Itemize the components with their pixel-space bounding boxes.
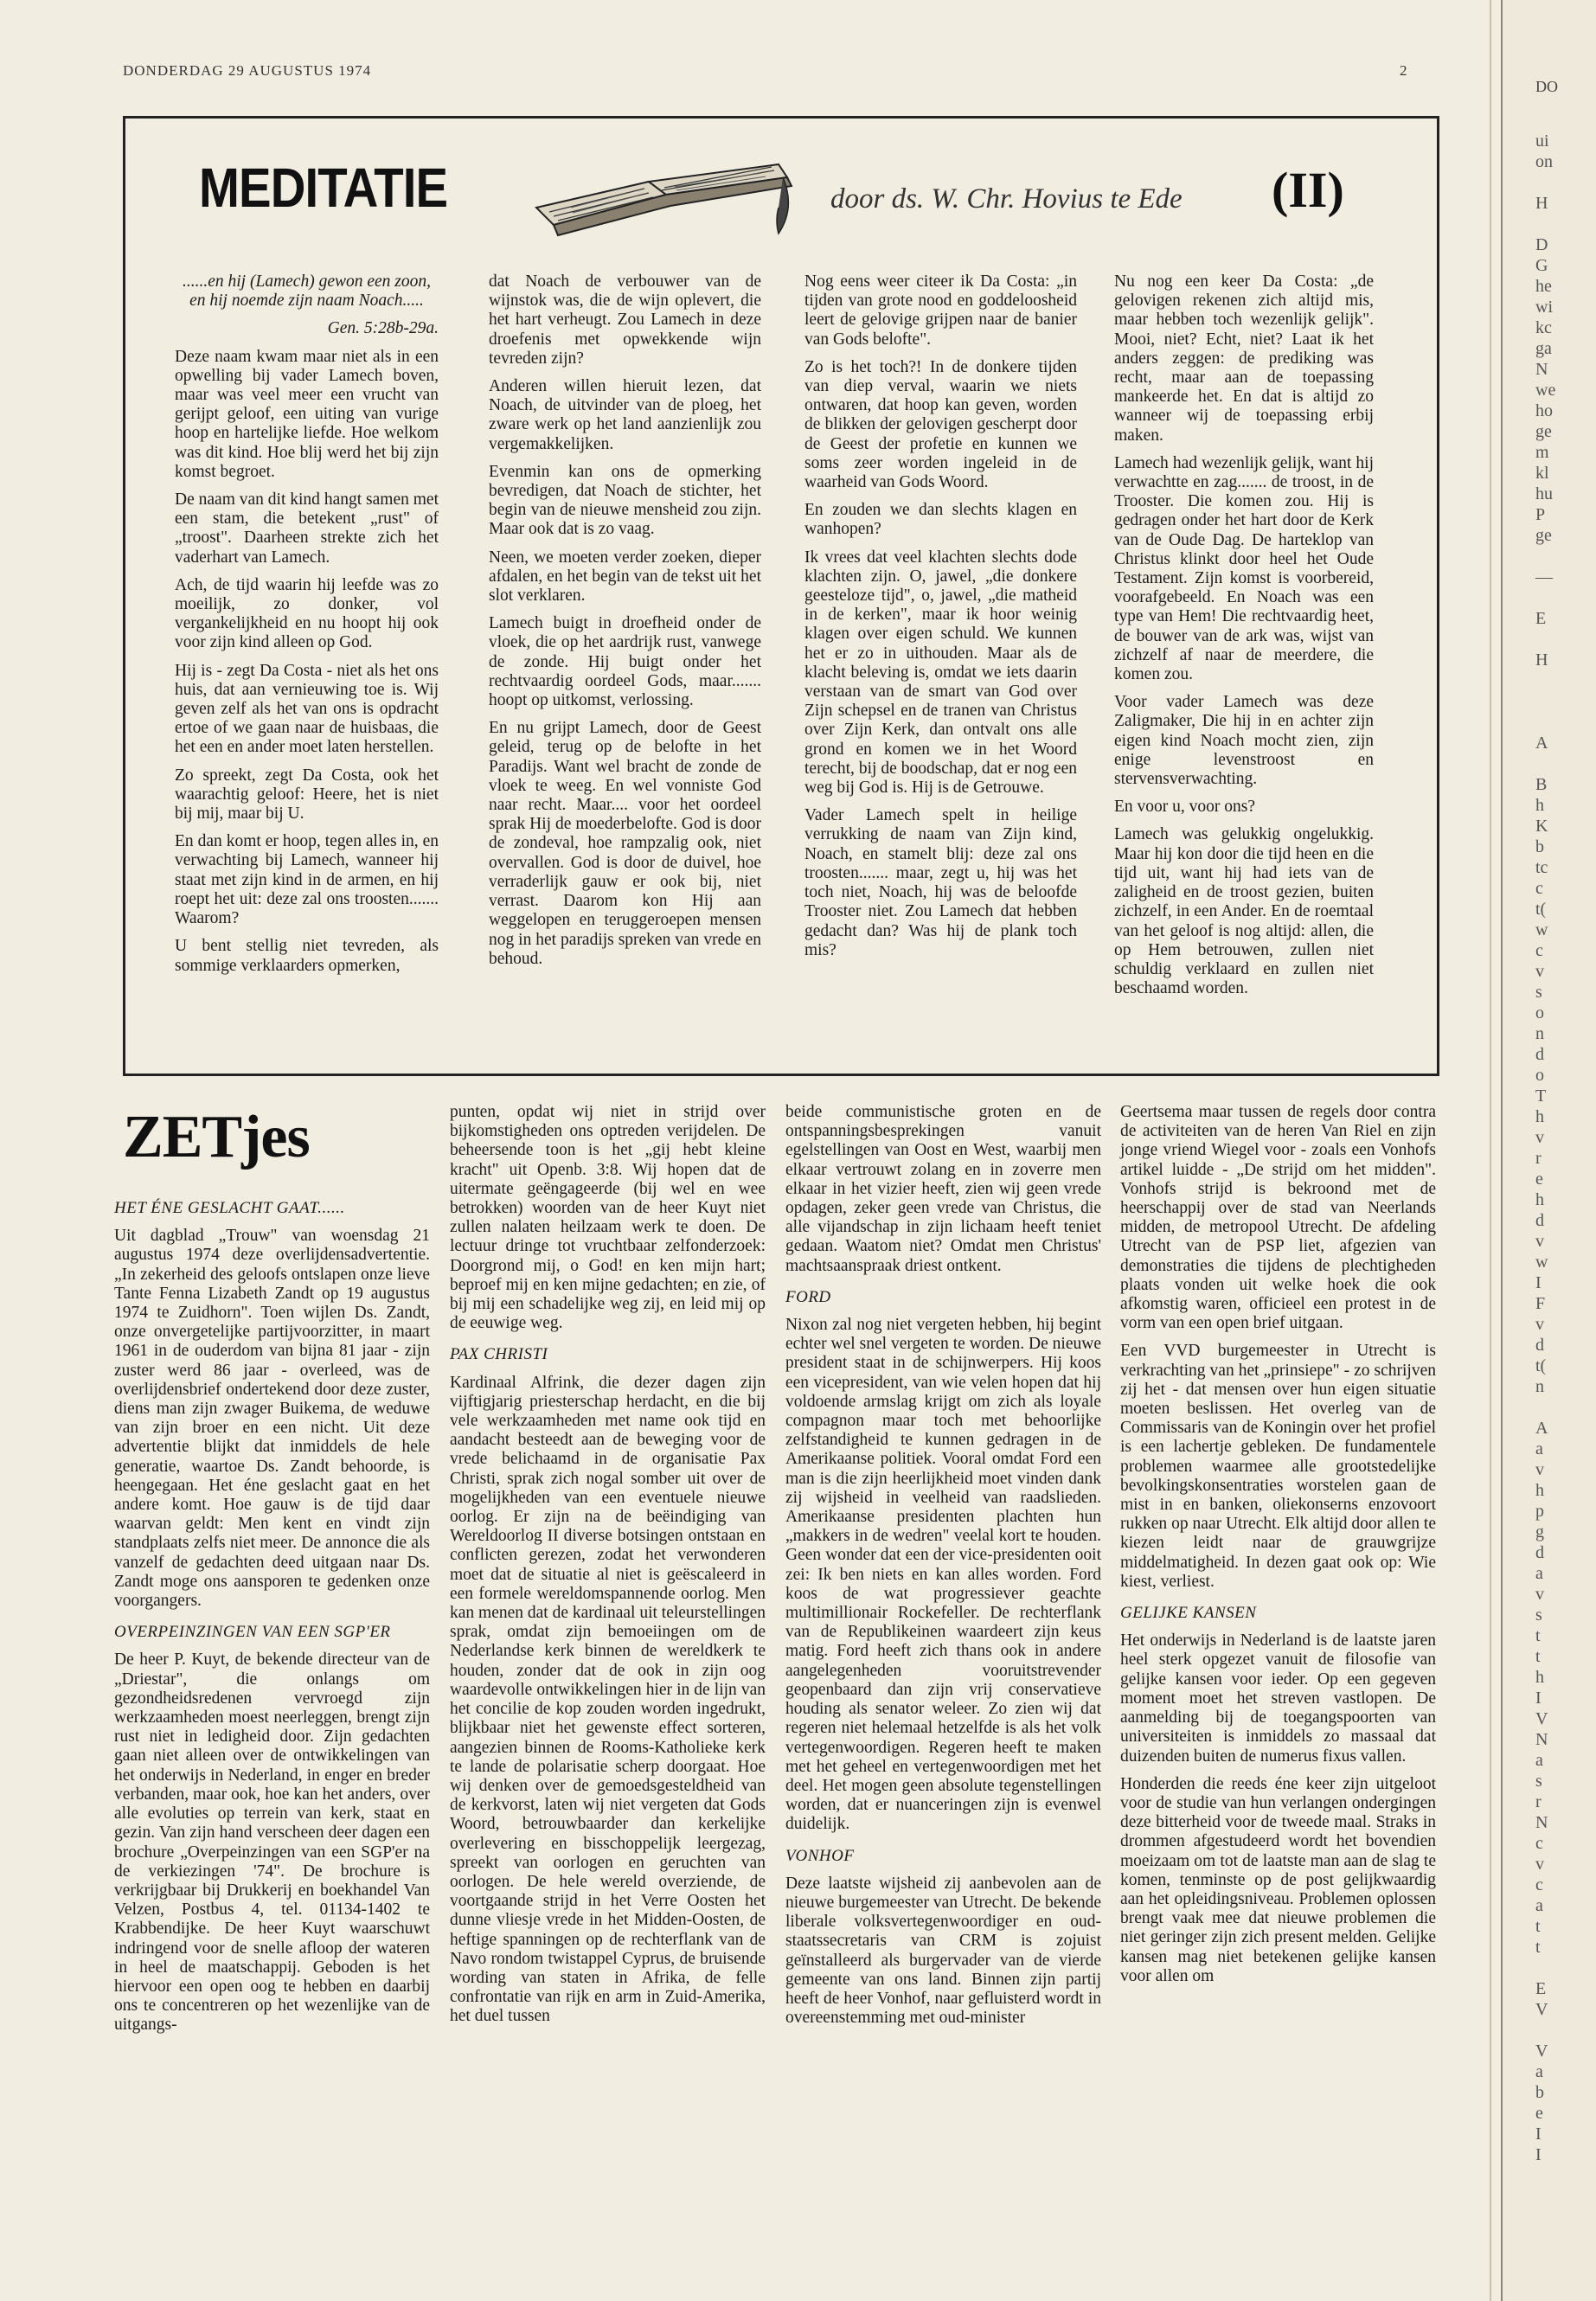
next-page-fragment: c (1535, 941, 1543, 960)
next-page-fragment: ge (1535, 526, 1552, 545)
next-page-fragment: v (1535, 1315, 1544, 1334)
next-page-fragment: a (1535, 1564, 1543, 1583)
next-page-fragment: g (1535, 1522, 1544, 1541)
next-page-fragment: t (1535, 1626, 1541, 1645)
next-page-fragment: t (1535, 1917, 1541, 1936)
next-page-fragment: w (1535, 920, 1548, 939)
meditatie-column-1 (175, 272, 439, 984)
next-page-fragment: d (1535, 1211, 1544, 1230)
meditatie-column-2 (489, 272, 761, 977)
zetjes-column-4 (1120, 1103, 1436, 1995)
next-page-fragment: v (1535, 1460, 1544, 1479)
paragraph: En dan komt er hoop, tegen alles in, en verwachting bij Lamech, wanneer hij staat met zijn kind in de armen, en hij roept het uit: deze zal ons troosten....... Waarom? (175, 832, 439, 928)
next-page-fragment: t (1535, 1647, 1541, 1666)
meditatie-title: MEDITATIE (199, 157, 448, 219)
paragraph: Nixon zal nog niet vergeten hebben, hij begint echter wel snel vergeten te worden. De nieuwe president staat in de schijnwerpers. Hij koos een vicepresident, van wie velen hopen dat hij voldoende armslag krijgt om zich als loyale compagnon maar toch met behoorlijke zelfstandigheid te kunnen gedragen in de Amerikaanse politiek. Vooral omdat Ford een man is die zijn heerlijkheid moet vinden dank zij wijsheid in veelheid van raadslieden. Amerikaanse presidenten plachten hun „makkers in de wedren" veelal kort te houden. Geen wonder dat een der vice-presidenten ooit zei: Ik ben niets en kan alles worden. Ford koos de wat progressiever geachte multimillionair Rockefeller. De rechterflank van de Republikeinen waardeert zijn keus matig. Ford heeft zich thans ook in andere aangelegenheden vooruitstrevender geopenbaard dan zijn vrij conservatieve houding als senator weleer. Zo zien wij dat regeren niet helemaal hetzelfde is als het volk vertegenwoordigen. Regeren heeft te maken met het geheel en vertegenwoordigen met het deel. Het mogen geen absolute tegenstellingen worden, dat er nuanceringen zijn is evenwel duidelijk. (785, 1316, 1101, 1834)
next-page-fragment: o (1535, 1066, 1544, 1085)
next-page-fragment: a (1535, 1751, 1543, 1770)
next-page-fragment: a (1535, 1439, 1543, 1458)
next-page-fragment: t (1535, 1938, 1541, 1957)
next-page-fragment: tc (1535, 858, 1548, 877)
paragraph: Voor vader Lamech was deze Zaligmaker, Die hij in en achter zijn eigen kind Noach mocht zien, zijn enige levenstroost en stervensverwachting. (1114, 693, 1374, 789)
next-page-fragment: G (1535, 256, 1548, 275)
next-page-fragment: kc (1535, 318, 1552, 337)
next-page-fragment: V (1535, 2000, 1548, 2019)
next-page-fragment: r (1535, 1792, 1542, 1811)
paragraph: Het onderwijs in Nederland is de laatste jaren heel sterk opgezet vanuit de filosofie van gelijke kansen voor ieder. Op een gegeven moment moet het streven vastlopen. De aanmelding bij de toegangspoorten van universiteiten is inmiddels zo massaal dat duizenden buiten de numerus fixus vallen. (1120, 1631, 1436, 1766)
next-page-fragment: v (1535, 1128, 1544, 1147)
next-page-fragment: a (1535, 1896, 1543, 1915)
paragraph: En zouden we dan slechts klagen en wanhopen? (804, 501, 1077, 539)
next-page-fragment: E (1535, 1979, 1547, 1998)
next-page-fragment: c (1535, 1834, 1543, 1853)
paragraph: Neen, we moeten verder zoeken, dieper afdalen, en het begin van de tekst uit het slot verklaren. (489, 548, 761, 606)
meditatie-column-4 (1114, 272, 1374, 1007)
zetjes-column-2 (450, 1103, 766, 2035)
next-page-fragment: h (1535, 1190, 1544, 1209)
section-heading: PAX CHRISTI (450, 1345, 548, 1364)
paragraph: Nu nog een keer Da Costa: „de gelovigen rekenen zich altijd mis, maar hebben toch wezenlijk gelijk". Mooi, niet? Echt, niet? Laat ik het anders zeggen: de prediking was recht, maar aan de toepassing mankeerde het. En dat is altijd zo wanneer wij de toepassing erbij maken. (1114, 272, 1374, 445)
next-page-fragment: d (1535, 1543, 1544, 1562)
next-page-fragment: A (1535, 1419, 1548, 1438)
next-page-fragment: v (1535, 962, 1544, 981)
next-page-fragment: N (1535, 360, 1548, 379)
next-page-fragment: w (1535, 1253, 1548, 1272)
next-page-fragment: v (1535, 1855, 1544, 1874)
next-page-fragment: d (1535, 1045, 1544, 1064)
paragraph: Kardinaal Alfrink, die dezer dagen zijn vijftigjarig priesterschap herdacht, en die bij vele werkzaamheden met name ook tijd en aandacht besteedt aan de beweging voor de vrede belichaamd in de organisatie Pax Christi, sprak zich nogal somber uit over de mogelijkheden van een eventuele nieuwe oorlog. Er zijn na de beëindiging van Wereldoorlog II diverse botsingen ontstaan en conflicten gerezen, zodat het verwonderen moet dat de situatie al niet is geëscaleerd in een formele wereldomspannende oorlog. Men kan menen dat de kardinaal uit teleurstellingen sprak, omdat zijn bemoeiingen om de Nederlandse kerk binnen de wereldkerk te houden, zonder dat de ook in zijn oog waardevolle ontwikkelingen hier in de lijn van het concilie de kop zouden worden ingedrukt, blijkbaar niet het gewenste effect sorteren, aangezien binnen de Rooms-Katholieke kerk te lande de polarisatie scherp doorgaat. Hoe wij denken over de gemoedsgesteldheid van de kerkvorst, laten wij niet vergeten dat Gods Woord, betrouwbaarder dan kerkelijke overlevering en bisschoppelijk leergezag, spreekt van oorlogen en geruchten van oorlogen. De hele wereld overziende, de voortgaande strijd in het Verre Oosten het dunne vliesje vrede in het Midden-Oosten, de heftige spanningen op de rechterflank van de Navo rondom twistappel Cyprus, de bruisende wording van staten in Afrika, de felle confrontatie van rijk en arm in Zuid-Amerika, het duel tussen (450, 1373, 766, 2026)
next-page-fragment: kl (1535, 464, 1549, 483)
next-page-fragment: n (1535, 1024, 1544, 1043)
next-page-fragment: V (1535, 1709, 1548, 1728)
next-page-fragment: s (1535, 1606, 1542, 1625)
section-heading: HET ÉNE GESLACHT GAAT...... (114, 1199, 345, 1217)
section-heading: VONHOF (785, 1846, 855, 1865)
next-page-fragment: I (1535, 2125, 1542, 2144)
next-page-fragment: d (1535, 1336, 1544, 1355)
next-page-fragment: wi (1535, 298, 1553, 317)
next-page-fragment: n (1535, 1377, 1544, 1396)
next-page-fragment: N (1535, 1730, 1548, 1749)
next-page-fragment: p (1535, 1502, 1544, 1521)
next-page-edge (1501, 0, 1596, 2301)
paragraph: Vader Lamech spelt in heilige verrukking de naam van Zijn kind, Noach, en stamelt blij: deze zal ons troosten....... maar, zegt u, hij was het toch niet, Noach, hij was de beloofde Trooster niet. Zou Lamech dat hebben gedacht dan? Was hij de plank toch mis? (804, 806, 1077, 959)
zetjes-column-1 (114, 1187, 430, 2044)
zetjes-column-3 (785, 1103, 1101, 2036)
next-page-fragment: s (1535, 983, 1542, 1002)
page-number: 2 (1400, 62, 1407, 79)
open-bible-icon (519, 147, 804, 242)
section-heading: OVERPEINZINGEN VAN EEN SGP'ER (114, 1623, 391, 1642)
next-page-fragment: o (1535, 1003, 1544, 1022)
paragraph: Lamech had wezenlijk gelijk, want hij verwachtte en zag....... de troost, in de Trooster. Die komen zou. Hij is gedragen onder het hart door de Kerk van de Oude Dag. De harteklop van Christus klinkt door heel het Oude Testament. Zijn komst is voorbereid, voorafgebeeld. En Noach was een type van Hem! Die rechtvaardig heet, de bouwer van de ark was, wijst van zichzelf af naar de meerdere, die komen zou. (1114, 453, 1374, 684)
next-page-fragment: s (1535, 1772, 1542, 1791)
paragraph: De heer P. Kuyt, de bekende directeur van de „Driestar", die onlangs om gezondheidsredenen vervroegd zijn werkzaamheden moest neerleggen, brengt zijn rust niet in ledigheid door. Zijn gedachten gaan niet alleen over de ontwikkelingen van het onderwijs in Nederland, in enger en breder verbanden, maar ook, hoe kan het anders, over alle evoluties op terrein van kerk, staat en gezin. Van zijn hand verscheen deer dagen een brochure „Overpeinzingen van een SGP'er na de verkiezingen '74". De brochure is verkrijgbaar bij Drukkerij en boekhandel Van Velzen, Postbus 4, tel. 01134-1402 te Krabbendijke. De heer Kuyt waarschuwt indringend voor de snelle afloop der wateren in heel de maatschappij. Geboden is het hiervoor een open oog te hebben en daarbij ons te concentreren op het wezenlijke van de uitgangs- (114, 1650, 430, 2035)
next-page-fragment: D (1535, 235, 1548, 254)
paragraph: Zo is het toch?! In de donkere tijden van diep verval, waarin we niets ontwaren, dat hoop kan geven, worden de blikken der gelovigen gescherpt door de Geest der profetie en kunnen we soms zeer worden ingeleid in de waarheid van Gods Woord. (804, 357, 1077, 492)
next-page-fragment: a (1535, 2062, 1543, 2081)
meditatie-author: door ds. W. Chr. Hovius te Ede (830, 183, 1183, 215)
next-page-fragment: h (1535, 1481, 1544, 1500)
next-page-fragment: B (1535, 775, 1548, 794)
next-page-fragment: A (1535, 734, 1548, 753)
next-page-fragment: P (1535, 505, 1546, 524)
paragraph: Lamech buigt in droefheid onder de vloek, die op het aardrijk rust, vanwege de zonde. Hij buigt onder het rechtvaardig oordeel Gods, maar....... hoopt op uitkomst, verlossing. (489, 614, 761, 710)
zetjes-title: ZETjes (123, 1104, 310, 1170)
next-page-fragment: h (1535, 796, 1544, 815)
meditatie-column-3 (804, 272, 1077, 969)
next-page-fragment: ga (1535, 339, 1552, 358)
next-page-fragment: r (1535, 1149, 1542, 1168)
paragraph: dat Noach de verbouwer van de wijnstok was, die de wijn oplevert, die het hart verheugt. Zou Lamech in deze droefenis met opwekkende wijn tevreden zijn? (489, 272, 761, 368)
next-page-fragment: H (1535, 651, 1548, 670)
next-page-fragment: hu (1535, 484, 1553, 503)
paragraph: De naam van dit kind hangt samen met een stam, die betekent „rust" of „troost". Daarheen strekte zich het vaderhart van Lamech. (175, 490, 439, 567)
paragraph: punten, opdat wij niet in strijd over bijkomstigheden ons optreden verijdelen. De beheersende toon is het „gij hebt kleine kracht" uit Openb. 3:8. Wij hopen dat de uitermate geëngageerde (bij wel en wee betrokken) woorden van de heer Kuyt niet zullen nalaten heilzaam werk te doen. De lectuur dringe tot vruchtbaar zelfonderzoek: Doorgrond mij, o God! en ken mijn hart; beproef mij en ken mijne gedachten; en zie, of bij mij een schadelijke weg zij, en leid mij op de eeuwige weg. (450, 1103, 766, 1333)
next-page-fragment: K (1535, 817, 1548, 836)
paragraph: Anderen willen hieruit lezen, dat Noach, de uitvinder van de ploeg, het zware werk op het land aanzienlijk zou vergemakkelijken. (489, 377, 761, 453)
paragraph: Honderden die reeds éne keer zijn uitgeloot voor de studie van hun verlangen ondergingen deze bitterheid voor de tweede maal. Straks in drommen afgestudeerd wordt het bovendien moeizaam om tot de laatste man aan de slag te komen, tenminste op de post gelijkwaardig aan het opleidingsniveau. Problemen oplossen brengt vaak mee dat nieuwe problemen die niet geringer zijn zich present melden. Gelijke kansen mag niet betekenen gelijke kansen voor allen om (1120, 1774, 1436, 1985)
next-page-fragment: we (1535, 381, 1556, 400)
paragraph: Nog eens weer citeer ik Da Costa: „in tijden van grote nood en goddeloosheid leert de gelovige grijpen naar de banier van Gods belofte". (804, 272, 1077, 349)
paragraph: Uit dagblad „Trouw" van woensdag 21 augustus 1974 deze overlijdensadvertentie. „In zekerheid des geloofs ontslapen onze lieve Tante Fenna Lizabeth Zandt op 19 augustus 1974 te Zuidhorn". Toen wijlen Ds. Zandt, onze onvergetelijke partijvoorzitter, in maart 1961 in de ouderdom van bijna 81 jaar - zijn zuster werd 86 jaar - overleed, was de overlijdensbrief ondertekend door deze zuster, diens man zijn zwager Buikema, de weduwe van zijn broer en een nicht. Uit deze advertentie blijkt dat inmiddels de hele generatie, waartoe Ds. Zandt behoorde, is heengegaan. Het éne geslacht gaat en het andere komt. Hoe gauw is de tijd daar waarvan geldt: Men kent en vindt zijn standplaats zelfs niet meer. De annonce die als vanzelf de gedachten deed uitgaan naar Ds. Zandt moge ons aansporen te gedenken onze voorgangers. (114, 1227, 430, 1611)
next-page-fragment: N (1535, 1813, 1548, 1832)
next-page-fragment: ho (1535, 401, 1553, 420)
next-page-fragment: — (1535, 567, 1553, 586)
next-page-fragment: I (1535, 2145, 1542, 2164)
section-heading: GELIJKE KANSEN (1120, 1604, 1257, 1623)
next-page-fragment: I (1535, 1273, 1542, 1292)
paragraph: U bent stellig niet tevreden, als sommige verklaarders opmerken, (175, 937, 439, 975)
next-page-fragment: m (1535, 443, 1549, 462)
next-page-fragment: c (1535, 1875, 1543, 1894)
next-page-fragment: V (1535, 2041, 1548, 2061)
next-page-fragment: e (1535, 2104, 1543, 2123)
meditatie-verse-ref: Gen. 5:28b-29a. (327, 319, 439, 338)
paragraph: Evenmin kan ons de opmerking bevredigen, dat Noach de stichter, het begin van de nieuwe mensheid zou zijn. Maar ook dat is zo vaag. (489, 462, 761, 539)
next-page-fragment: c (1535, 879, 1543, 898)
next-page-fragment: H (1535, 194, 1548, 213)
paragraph: Hij is - zegt Da Costa - niet als het ons huis, dat aan vernieuwing toe is. Wij geven zelf als het van ons is opdracht ertoe of we gaan naar de huisbaas, die het een en ander moet laten herstellen. (175, 661, 439, 757)
page-gutter (1490, 0, 1491, 2301)
next-page-fragment: F (1535, 1294, 1546, 1313)
paragraph: beide communistische groten en de ontspanningsbesprekingen vanuit egelstellingen van Oost en West, waarbij men elkaar vertrouwt zolang en in zoverre men elkaar in het vizier heeft, zien wij geen vrede opdagen, zeker geen vrede van Christus, die alle vijandschap in zijn lichaam heeft teniet gedaan. Waatom niet? Omdat men Christus' machtsaanspraak driest ontkent. (785, 1103, 1101, 1275)
next-page-fragment: E (1535, 609, 1547, 628)
next-page-fragment: ge (1535, 422, 1552, 441)
next-page-fragment: b (1535, 837, 1544, 856)
paragraph: Lamech was gelukkig ongelukkig. Maar hij kon door die tijd heen en die tijd uit, want hij had iets van de zaligheid en de troost gezien, buiten zichzelf, in een Ander. En de roemtaal van het geloof is nog altijd: allen, die op Hem betrouwen, zullen niet schuldig verklaard en zullen niet beschaamd worden. (1114, 825, 1374, 998)
next-page-fragment: v (1535, 1232, 1544, 1251)
next-page-fragment: ui (1535, 131, 1549, 151)
paragraph: Ach, de tijd waarin hij leefde was zo moeilijk, zo donker, vol vergankelijkheid en nu hoopt hij ook voor zijn kind alleen op God. (175, 575, 439, 652)
paragraph: Zo spreekt, zegt Da Costa, ook het waarachtig geloof: Heere, het is niet bij mij, maar bij U. (175, 766, 439, 824)
paragraph: En nu grijpt Lamech, door de Geest geleid, terug op de belofte in het Paradijs. Want wel bracht de zonde de vloek te weeg. En wel vonniste God naar recht. Maar.... voor het oordeel sprak Hij de moederbelofte. God is door de zondeval, hoe rampzalig ook, niet overvallen. God is door de duivel, hoe verraderlijk gauw er ook bij, niet verrast. Daarom kon Hij aan weggelopen en teruggeroepen mensen nog in het paradijs spreken van vrede en behoud. (489, 719, 761, 968)
paragraph: Een VVD burgemeester in Utrecht is verkrachting van het „prinsiepe" - zo schrijven zij het - dat mensen over hun eigen situatie moeten beslissen. Het overleg van de Commissaris van de Koningin over het profiel is een lachertje gebleken. De fundamentele problemen waarmee alle grootstedelijke bevolkingskonsentraties worstelen gaan de mist in en banken, oliekonserns enzovoort rukken op naar Utrecht. Elk altijd door allen te kiezen leidt naar de grauwgrijze middelmatigheid. In dezen gaat ook op: Wie kiest, verliest. (1120, 1342, 1436, 1591)
paragraph: Geertsema maar tussen de regels door contra de activiteiten van de heren Van Riel en zijn jonge vriend Wiegel voor - zoals een Vonhofs artikel luidde - „De strijd om het midden". Vonhofs strijd is bekroond met de heerschappij over de stad van Neerlands midden, de metropool Utrecht. De afdeling Utrecht van de PSP liet, afgezien van demonstraties die tijdens de plechtigheden plaats vonden uit welke hoek die ook afkomstig waren, officieel een protest in de vorm van een open brief uitgaan. (1120, 1103, 1436, 1333)
next-page-fragment: v (1535, 1585, 1544, 1604)
next-page-fragment: h (1535, 1107, 1544, 1126)
meditatie-verse: ......en hij (Lamech) gewon een zoon, en hij noemde zijn naam Noach..... (182, 272, 432, 311)
paragraph: Deze laatste wijsheid zij aanbevolen aan de nieuwe burgemeester van Utrecht. De bekende liberale volksvertegenwoordiger en oud-staatssecretaris van CRM is zojuist geïnstalleerd als burgervader van de vierde gemeente van ons land. Binnen zijn partij heeft de heer Vonhof, naar gefluisterd wordt in overeenstemming met oud-minister (785, 1874, 1101, 2028)
next-page-fragment: t( (1535, 900, 1547, 919)
section-heading: FORD (785, 1287, 831, 1306)
paragraph: Deze naam kwam maar niet als in een opwelling bij vader Lamech boven, maar was veel meer een vrucht van gerijpt geloof, een uiting van vurige hoop en hartelijke liefde. Hoe welkom was dit kind. Hoe blij werd het bij zijn komst begroet. (175, 347, 439, 481)
next-page-fragment: h (1535, 1668, 1544, 1687)
next-page-fragment: t( (1535, 1356, 1547, 1375)
next-page-fragment: e (1535, 1170, 1543, 1189)
paragraph: En voor u, voor ons? (1114, 798, 1256, 817)
next-page-fragment: he (1535, 277, 1552, 296)
paragraph: Ik vrees dat veel klachten slechts dode klachten zijn. O, jawel, „die donkere geesteloze tijd", o, jawel, „die matheid in de kerken", maar ik hoor weinig klagen over eigen schuld. We kunnen het er zo in uithouden. Maar als de klacht beleving is, omdat we iets daarin verstaan van de smart van God over Zijn schepsel en de tranen van Christus over Zijn Kerk, dan ontvalt ons alle grond en komen we in het Woord terecht, bij de boodschap, dat er nog een weg bij God is. Hij is de Getrouwe. (804, 548, 1077, 798)
meditatie-part: (II) (1272, 162, 1344, 218)
header-date: DONDERDAG 29 AUGUSTUS 1974 (123, 62, 372, 79)
next-page-fragment: T (1535, 1086, 1547, 1106)
next-page-header: DO (1535, 78, 1558, 95)
next-page-fragment: I (1535, 1689, 1542, 1708)
next-page-fragment: b (1535, 2083, 1544, 2102)
next-page-fragment: on (1535, 152, 1553, 171)
